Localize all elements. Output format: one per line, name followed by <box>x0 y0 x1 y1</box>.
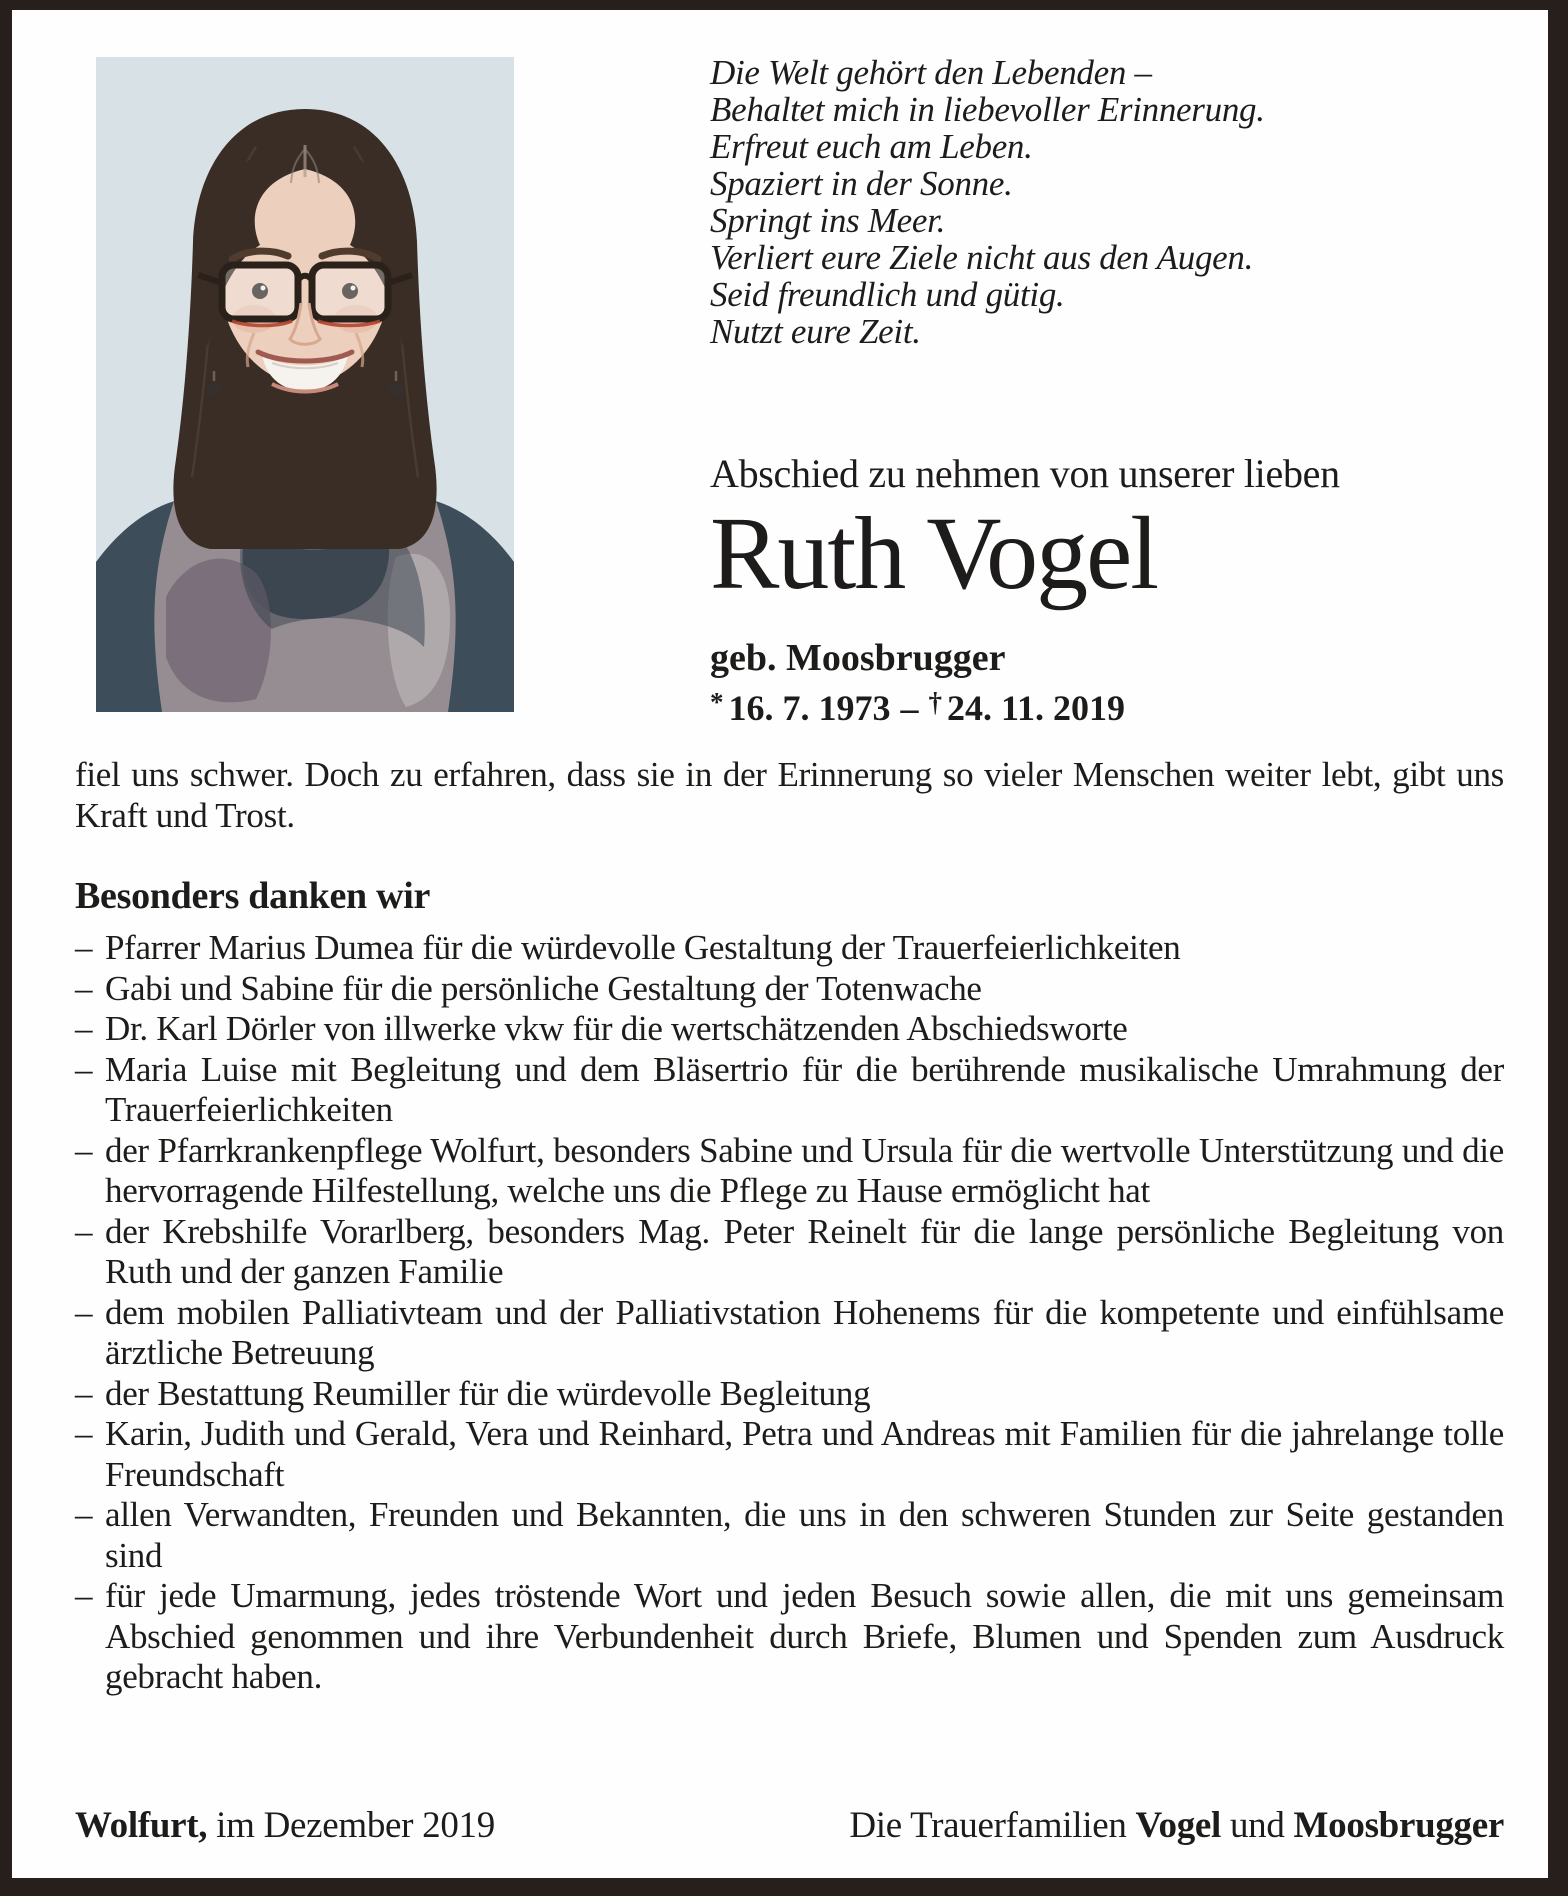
mourning-families <box>849 1804 1504 1848</box>
thanks-item <box>75 1212 1504 1293</box>
portrait-photo <box>96 57 514 712</box>
dash-marker: – <box>75 1049 93 1089</box>
poem <box>710 54 1504 350</box>
thanks-item-text: Gabi und Sabine für die persönliche Gestaltung der Totenwache <box>105 968 982 1008</box>
thanks-item <box>75 1009 1504 1050</box>
families-conjunction: und <box>1221 1805 1294 1846</box>
thanks-list <box>75 928 1504 1698</box>
poem-line: Spaziert in der Sonne. <box>710 164 1013 203</box>
dash-marker: – <box>75 1495 93 1534</box>
thanks-item <box>75 1131 1504 1212</box>
poem-line: Nutzt eure Zeit. <box>710 312 921 351</box>
thanks-item-text: der Bestattung Reumiller für die würdevolle Begleitung <box>105 1373 871 1413</box>
thanks-item-text: Dr. Karl Dörler von illwerke vkw für die wertschätzenden Abschiedsworte <box>105 1009 1128 1048</box>
maiden-name: geb. Moosbrugger <box>710 637 1006 679</box>
portrait-photo-illustration <box>96 57 514 712</box>
thanks-item-text: dem mobilen Palliativteam und der Palliativstation Hohenems für die kompetente und einfühlsame ärztliche Betreuung <box>105 1292 1504 1372</box>
dash-marker: – <box>75 928 93 967</box>
obituary-inner-page <box>12 10 1548 1878</box>
thanks-item <box>75 1576 1504 1698</box>
families-prefix: Die Trauerfamilien <box>849 1805 1136 1846</box>
dash-marker: – <box>75 1009 93 1048</box>
poem-line: Die Welt gehört den Lebenden – <box>710 53 1152 92</box>
dash-marker: – <box>75 1211 93 1251</box>
thanks-item-text: Maria Luise mit Begleitung und dem Bläsertrio für die berührende musikalische Umrahmung der Trauerfeierlichkeiten <box>105 1049 1504 1129</box>
thanks-item <box>75 969 1504 1010</box>
thanks-item-text: der Pfarrkrankenpflege Wolfurt, besonders Sabine und Ursula für die wertvolle Unterstützung und die hervorragende Hilfestellung, welche uns die Pflege zu Hause ermöglicht hat <box>105 1130 1504 1210</box>
thanks-item <box>75 1495 1504 1576</box>
poem-line: Seid freundlich und gütig. <box>710 275 1065 314</box>
place-and-date <box>75 1804 495 1848</box>
death-symbol: † <box>928 687 942 717</box>
dash-marker: – <box>75 1130 93 1170</box>
dash-marker: – <box>75 1373 93 1413</box>
condolence-paragraph: fiel uns schwer. Doch zu erfahren, dass sie in der Erinnerung so vieler Menschen weiter lebt, gibt uns Kraft und Trost. <box>75 755 1504 835</box>
thanks-item <box>75 1374 1504 1415</box>
thanks-item-text: Karin, Judith und Gerald, Vera und Reinhard, Petra und Andreas mit Familien für die jahrelange tolle Freundschaft <box>105 1414 1504 1494</box>
dash-marker: – <box>75 968 93 1008</box>
thanks-item <box>75 1293 1504 1374</box>
date-separator: – <box>900 688 919 728</box>
dash-marker: – <box>75 1576 93 1615</box>
thanks-item-text: Pfarrer Marius Dumea für die würdevolle Gestaltung der Trauerfeierlichkeiten <box>105 928 1181 967</box>
dash-marker: – <box>75 1414 93 1453</box>
birth-symbol: * <box>710 687 724 717</box>
family-name-vogel: Vogel <box>1135 1805 1222 1846</box>
thanks-item-text: allen Verwandten, Freunden und Bekannten, die uns in den schweren Stunden zur Seite gestanden sind <box>105 1495 1504 1575</box>
thanks-item-text: der Krebshilfe Vorarlberg, besonders Mag. Peter Reinelt für die lange persönliche Begleitung von Ruth und der ganzen Familie <box>105 1211 1504 1291</box>
thanks-item <box>75 1050 1504 1131</box>
death-date: 24. 11. 2019 <box>947 688 1126 728</box>
poem-line: Behaltet mich in liebevoller Erinnerung. <box>710 90 1265 129</box>
thanks-item <box>75 928 1504 969</box>
birth-date: 16. 7. 1973 <box>728 688 891 728</box>
life-dates <box>710 680 1504 730</box>
announcement-column <box>710 54 1504 730</box>
poem-line: Verliert eure Ziele nicht aus den Augen. <box>710 238 1254 277</box>
thanks-item-text: für jede Umarmung, jedes tröstende Wort und jeden Besuch sowie allen, die mit uns gemeinsam Abschied genommen und ihre Verbundenheit durch Briefe, Blumen und Spenden zum Ausdruck gebracht haben. <box>105 1576 1504 1696</box>
deceased-name: Ruth Vogel <box>710 496 1158 611</box>
poem-line: Erfreut euch am Leben. <box>710 127 1033 166</box>
family-name-moosbrugger: Moosbrugger <box>1293 1805 1504 1846</box>
footer <box>75 1804 1504 1848</box>
poem-line: Springt ins Meer. <box>710 201 946 240</box>
thanks-item <box>75 1414 1504 1495</box>
thanks-heading: Besonders danken wir <box>75 875 431 917</box>
announcement-lead-in: Abschied zu nehmen von unserer lieben <box>710 451 1340 496</box>
place: Wolfurt, <box>75 1805 208 1846</box>
footer-date: im Dezember 2019 <box>207 1805 495 1846</box>
dash-marker: – <box>75 1292 93 1332</box>
